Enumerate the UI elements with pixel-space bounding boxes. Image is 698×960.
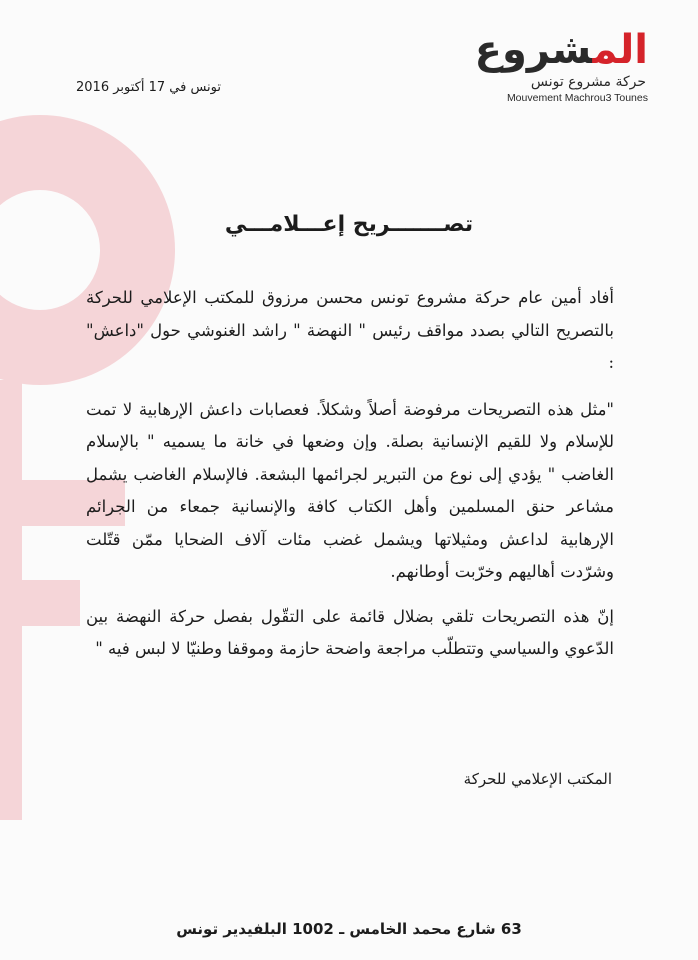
logo-latin-name: Mouvement Machrou3 Tounes — [506, 92, 648, 104]
logo-subtitle: حركة مشروع تونس — [530, 74, 646, 90]
party-logo — [474, 27, 648, 108]
letter-title: تصـــــــريح إعـــلامـــي — [224, 212, 474, 237]
logo-wordmark-red: الم — [592, 27, 648, 73]
letter-body — [86, 282, 614, 666]
logo-wordmark-black: شروع — [474, 27, 593, 73]
signature: المكتب الإعلامي للحركة — [463, 770, 612, 788]
body-paragraph-1: أفاد أمين عام حركة مشروع تونس محسن مرزوق للمكتب الإعلامي للحركة بالتصريح التالي بصدد مواقف رئيس " النهضة " راشد الغنوشي حول "داعش" : — [86, 288, 614, 372]
body-paragraph-2: "مثل هذه التصريحات مرفوضة أصلاً وشكلاً. فعصابات داعش الإرهابية لا تمت للإسلام ولا للقيم الإنسانية بصلة. وإن وضعها في خانة ما يسميه " بالإسلام الغاضب " يؤدي إلى نوع من التبرير لجرائمها البشعة. فالإسلام الغاضب يشمل مشاعر حنق المسلمين وأهل الكتاب كافة والإنسانية جمعاء من الجرائم الإرهابية لداعش ومثيلاتها ويشمل غضب مئات آلاف الضحايا ممّن قتّلت وشرّدت أهاليهم وخرّبت أوطانهم. — [86, 399, 614, 581]
letter-date: تونس في 17 أكتوبر 2016 — [76, 80, 221, 95]
body-paragraph-3: إنّ هذه التصريحات تلقي بضلال قائمة على التقّول بفصل حركة النهضة بين الدّعوي والسياسي وتتطلّب مراجعة واضحة حازمة وموقفا وطنيّا لا لبس فيه " — [86, 606, 614, 658]
footer-address: 63 شارع محمد الخامس ـ 1002 البلفيدير تونس — [176, 920, 522, 938]
logo-wordmark — [475, 28, 648, 72]
